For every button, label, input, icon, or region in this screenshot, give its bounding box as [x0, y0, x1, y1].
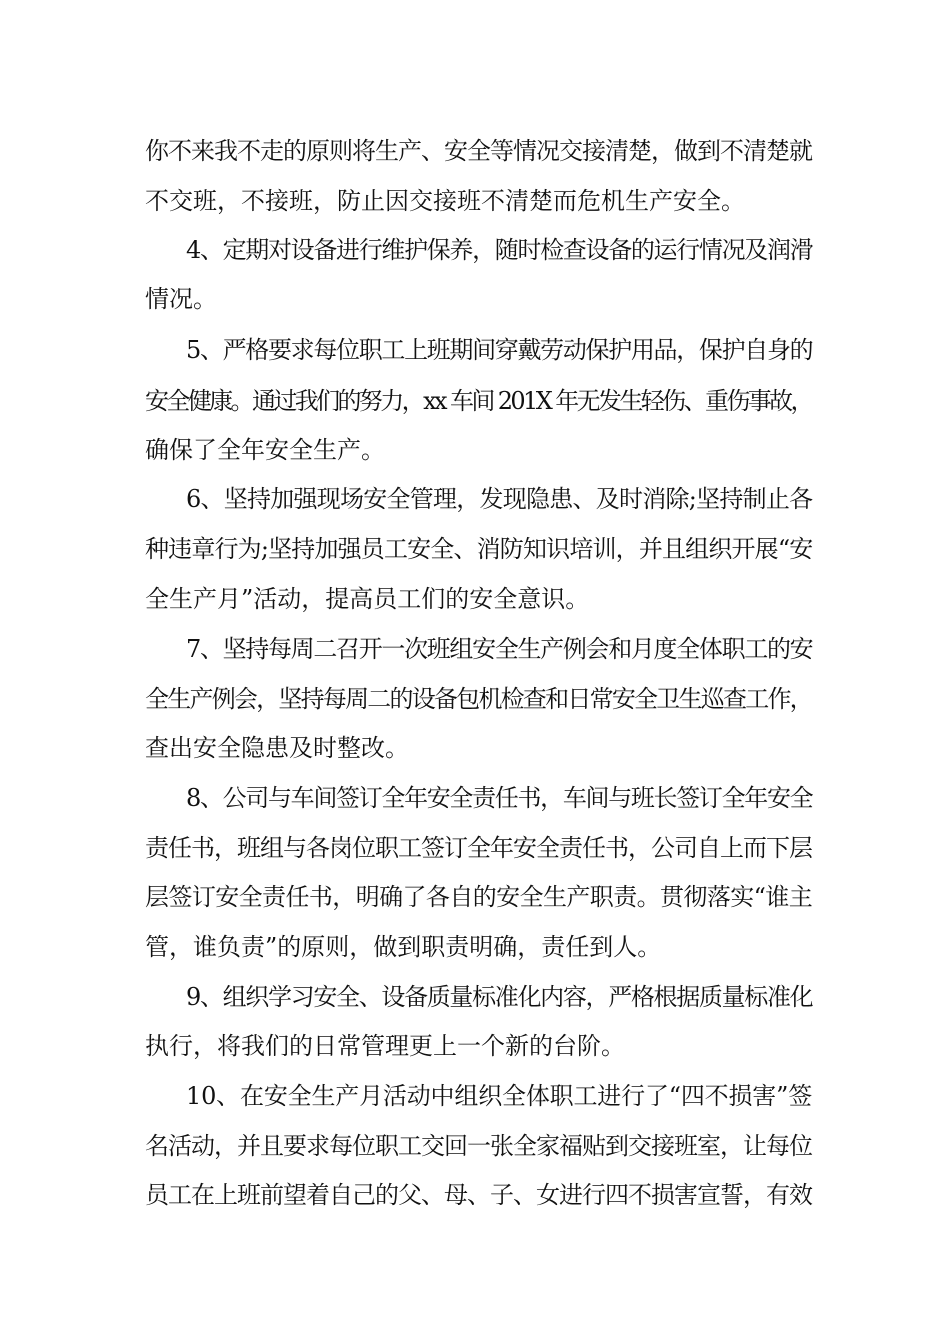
text-line: 执行，将我们的日常管理更上一个新的台阶。: [145, 1032, 625, 1060]
text-line: 全生产月”活动，提高员工们的安全意识。: [145, 585, 590, 613]
text-line: 你不来我不走的原则将生产、安全等情况交接清楚，做到不清楚就: [145, 137, 812, 165]
text-line: 查出安全隐患及时整改。: [145, 734, 409, 762]
text-line: 10、在安全生产月活动中组织全体职工进行了“四不损害”签: [186, 1082, 813, 1110]
text-line: 名活动，并且要求每位职工交回一张全家福贴到交接班室，让每位: [145, 1132, 812, 1160]
text-line: 全生产例会，坚持每周二的设备包机检查和日常安全卫生巡查工作，: [145, 685, 812, 713]
text-line: 管，谁负责”的原则，做到职责明确，责任到人。: [145, 933, 662, 961]
text-line: 安全健康。通过我们的努力，xx 车间 201X 年无发生轻伤、重伤事故，: [145, 387, 812, 415]
text-line: 情况。: [145, 285, 217, 313]
text-line: 8、公司与车间签订全年安全责任书，车间与班长签订全年安全: [186, 784, 813, 812]
text-line: 种违章行为;坚持加强员工安全、消防知识培训，并且组织开展“安: [145, 535, 813, 563]
text-line: 6、坚持加强现场安全管理，发现隐患、及时消除;坚持制止各: [186, 485, 813, 513]
text-line: 5、严格要求每位职工上班期间穿戴劳动保护用品，保护自身的: [186, 336, 813, 364]
text-line: 责任书，班组与各岗位职工签订全年安全责任书，公司自上而下层: [145, 834, 812, 862]
text-line: 7、坚持每周二召开一次班组安全生产例会和月度全体职工的安: [186, 635, 813, 663]
text-line: 9、组织学习安全、设备质量标准化内容，严格根据质量标准化: [186, 983, 813, 1011]
text-line: 4、定期对设备进行维护保养，随时检查设备的运行情况及润滑: [186, 236, 813, 264]
text-line: 层签订安全责任书，明确了各自的安全生产职责。贯彻落实“谁主: [145, 883, 813, 911]
text-line: 不交班，不接班，防止因交接班不清楚而危机生产安全。: [145, 187, 745, 215]
text-line: 确保了全年安全生产。: [145, 436, 385, 464]
text-line: 员工在上班前望着自己的父、母、子、女进行四不损害宣誓，有效: [145, 1181, 812, 1209]
